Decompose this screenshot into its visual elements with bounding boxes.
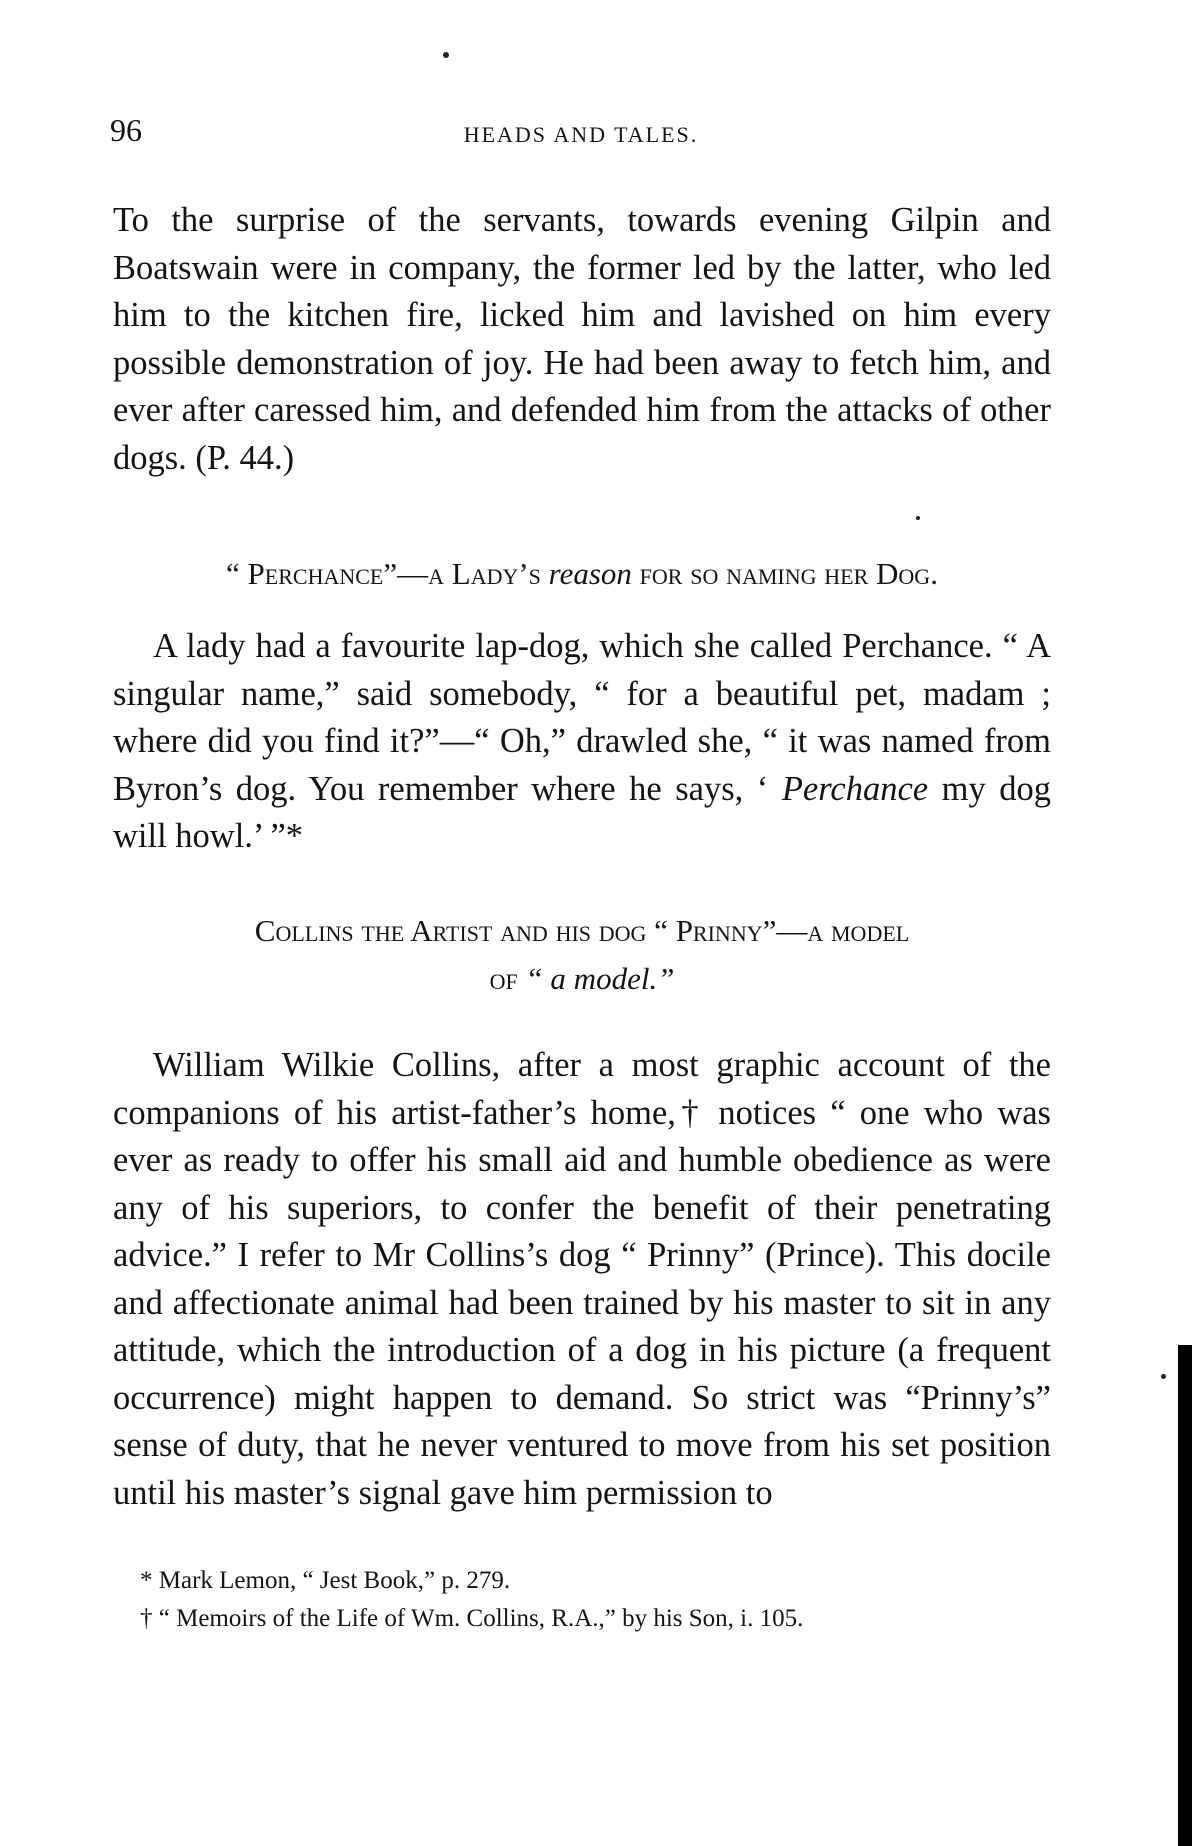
scan-edge-shadow (1178, 1345, 1192, 1846)
footnote-memoirs (140, 1600, 1050, 1637)
heading-text: of (489, 961, 526, 996)
heading-text: “ Perchance”—a Lady’s (226, 556, 549, 591)
running-title: HEADS AND TALES. (463, 122, 699, 147)
paragraph-perchance (113, 623, 1051, 861)
heading-text: for so naming her Dog. (631, 556, 938, 591)
heading-line: Collins the Artist and his dog “ Prinny”—a model (254, 913, 910, 948)
paragraph-gilpin-boatswain (113, 197, 1051, 482)
ink-speck (1161, 1374, 1166, 1379)
paragraph-text: my dog will howl.’ ”* (113, 769, 1051, 855)
footnote-text: * Mark Lemon, “ Jest Book,” p. 279. (140, 1567, 511, 1594)
heading-italic-text: “ a model.” (525, 961, 675, 996)
ink-speck (443, 52, 449, 58)
footnote-text: † “ Memoirs of the Life of Wm. Collins, R.A.,” by his Son, i. 105. (140, 1605, 804, 1632)
running-head (110, 112, 1052, 162)
page-number: 96 (110, 112, 142, 148)
heading-italic-text: reason (548, 556, 632, 591)
paragraph-text: To the surprise of the servants, towards evening Gilpin and Boatswain were in company, the former led by the latter, who led him to the kitchen fire, licked him and lavished on him every possible demonstration of joy. He had been away to fetch him, and ever after caressed him, and defended him from the attacks of other dogs. (P. 44.) (113, 201, 1051, 477)
paragraph-text: A lady had a favourite lap-dog, which she called Perchance. “ A singular name,” said somebody, “ for a beautiful pet, madam ; where did you find it?”—“ Oh,” drawled she, “ it was named from Byron’s dog. You remember where he says, ‘ (113, 627, 1051, 808)
section-heading-perchance (113, 550, 1051, 598)
paragraph-italic-text: Perchance (781, 769, 929, 808)
ink-speck (916, 516, 920, 520)
paragraph-text: William Wilkie Collins, after a most graphic account of the companions of his artist-father’s home,† notices “ one who was ever as ready to offer his small aid and humble obedience as were any of his superiors, to confer the benefit of their penetrating advice.” I refer to Mr Collins’s dog “ Prinny” (Prince). This docile and affectionate animal had been trained by his master to sit in any attitude, which the introduction of a dog in his picture (a frequent occurrence) might happen to demand. So strict was “Prinny’s” sense of duty, that he never ventured to move from his set position until his master’s signal gave him permission to (113, 1046, 1051, 1512)
paragraph-collins-prinny (113, 1042, 1051, 1517)
section-heading-collins (113, 907, 1051, 1003)
footnote-jest-book (140, 1562, 1050, 1599)
